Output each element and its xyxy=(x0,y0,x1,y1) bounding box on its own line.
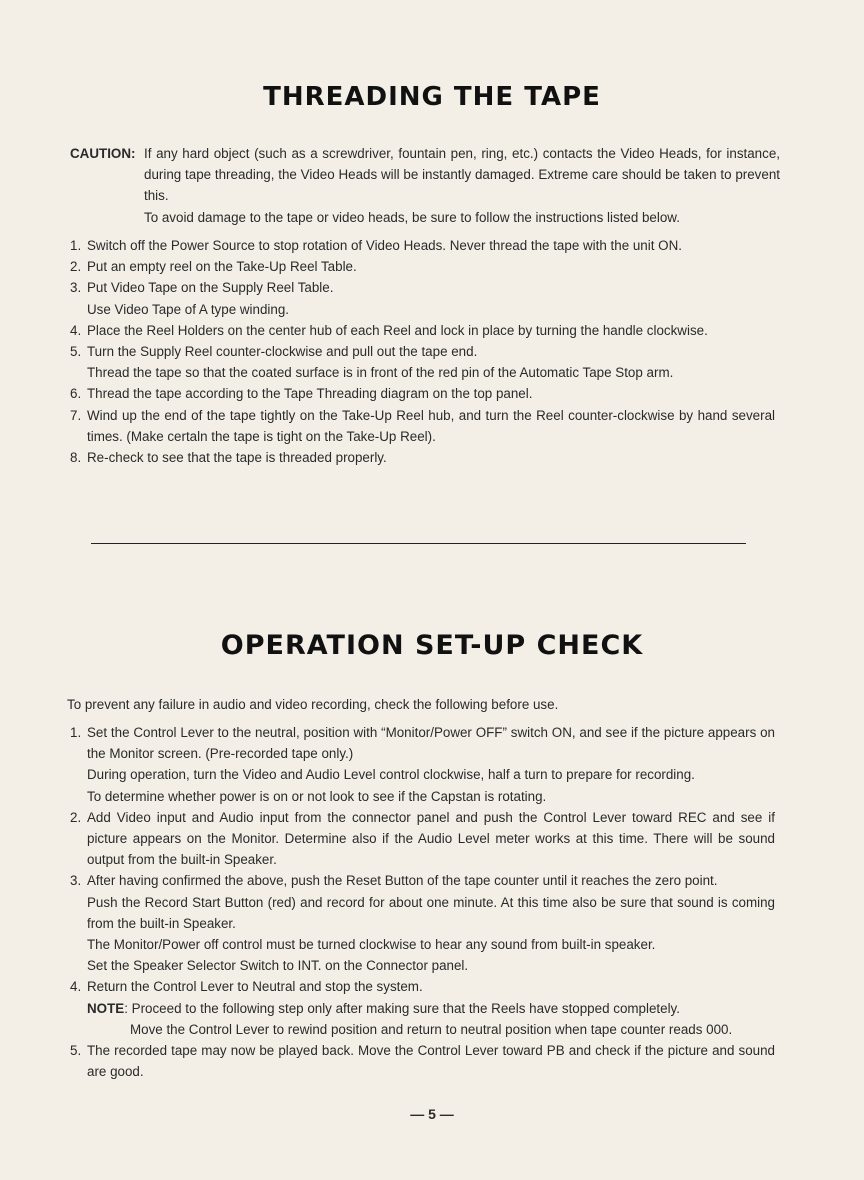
step-text: Set the Speaker Selector Switch to INT. on the Connector panel. xyxy=(87,958,469,974)
step-number: 6. xyxy=(70,386,82,402)
step-number: 3. xyxy=(70,873,82,889)
list-item xyxy=(70,405,775,447)
step-number: 7. xyxy=(70,407,82,423)
step-text: Put an empty reel on the Take-Up Reel Table. xyxy=(87,259,357,275)
list-item xyxy=(70,976,775,1040)
list-item xyxy=(70,1040,775,1082)
step-number: 2. xyxy=(70,809,82,825)
caution-block xyxy=(70,143,780,228)
list-item xyxy=(70,870,775,976)
step-text: Switch off the Power Source to stop rotation of Video Heads. Never thread the tape with the unit ON. xyxy=(87,238,682,253)
list-item xyxy=(70,447,775,468)
step-text: Push the Record Start Button (red) and record for about one minute. At this time also be sure that sound is coming from the built-in Speaker. xyxy=(87,894,775,931)
step-number: 5. xyxy=(70,1043,82,1059)
section-divider xyxy=(91,543,746,544)
section-title-threading: THREADING THE TAPE xyxy=(263,82,601,112)
step-number: 1. xyxy=(70,725,82,740)
list-item xyxy=(70,277,775,319)
step-text: Set the Control Lever to the neutral, position with “Monitor/Power OFF” switch ON, and see if the picture appears on the Monitor screen. (Pre-recorded tape only.) xyxy=(87,725,775,762)
caution-label: CAUTION: xyxy=(70,146,136,161)
step-text: Re-check to see that the tape is threaded properly. xyxy=(87,450,387,466)
list-item xyxy=(70,341,775,383)
list-item xyxy=(70,320,775,341)
setup-steps xyxy=(70,722,775,1082)
step-text: Return the Control Lever to Neutral and stop the system. xyxy=(87,979,423,995)
step-text: After having confirmed the above, push the Reset Button of the tape counter until it reaches the zero point. xyxy=(87,873,718,889)
step-number: 5. xyxy=(70,344,82,360)
step-text: Turn the Supply Reel counter-clockwise and pull out the tape end. xyxy=(87,344,478,360)
note-text: Move the Control Lever to rewind position and return to neutral position when tape counter reads 000. xyxy=(130,1021,733,1037)
step-text: Put Video Tape on the Supply Reel Table. xyxy=(87,280,334,296)
list-item xyxy=(70,235,775,256)
list-item xyxy=(70,383,775,404)
step-text: Thread the tape according to the Tape Threading diagram on the top panel. xyxy=(87,386,533,402)
page-number: — 5 — xyxy=(410,1106,454,1122)
step-text: Wind up the end of the tape tightly on the Take-Up Reel hub, and turn the Reel counter-clockwise by hand several times. (Make certaln the tape is tight on the Take-Up Reel). xyxy=(87,407,775,444)
step-text: The Monitor/Power off control must be turned clockwise to hear any sound from built-in speaker. xyxy=(87,937,656,953)
step-text: Thread the tape so that the coated surface is in front of the red pin of the Automatic Tape Stop arm. xyxy=(87,365,674,381)
step-number: 3. xyxy=(70,280,82,296)
step-number: 4. xyxy=(70,322,82,338)
intro-text: To prevent any failure in audio and video recording, check the following before use. xyxy=(67,697,559,712)
step-number: 2. xyxy=(70,259,82,275)
step-text: Use Video Tape of A type winding. xyxy=(87,301,289,317)
caution-text: If any hard object (such as a screwdriver, fountain pen, ring, etc.) contacts the Video Heads, for instance, during tape threading, the Video Heads will be instantly damaged. Extreme care should be taken to prevent this. xyxy=(144,146,780,204)
step-text: During operation, turn the Video and Audio Level control clockwise, half a turn to prepare for recording. xyxy=(87,767,695,783)
step-text: Place the Reel Holders on the center hub of each Reel and lock in place by turning the handle clockwise. xyxy=(87,322,708,338)
list-item xyxy=(70,256,775,277)
threading-steps xyxy=(70,235,775,468)
step-number: 1. xyxy=(70,238,82,253)
step-text: The recorded tape may now be played back. Move the Control Lever toward PB and check if the picture and sound are good. xyxy=(87,1043,775,1080)
step-text: Add Video input and Audio input from the connector panel and push the Control Lever toward REC and see if picture appears on the Monitor. Determine also if the Audio Level meter works at this time. There will be sound output from the built-in Speaker. xyxy=(87,809,775,868)
step-number: 4. xyxy=(70,979,82,995)
step-number: 8. xyxy=(70,450,82,466)
note-text: : Proceed to the following step only after making sure that the Reels have stopped completely. xyxy=(124,1000,680,1016)
caution-text: To avoid damage to the tape or video heads, be sure to follow the instructions listed below. xyxy=(144,209,680,225)
section-title-setup: OPERATION SET-UP CHECK xyxy=(220,630,644,661)
note-block xyxy=(87,998,775,1019)
list-item xyxy=(70,722,775,807)
step-text: To determine whether power is on or not look to see if the Capstan is rotating. xyxy=(87,788,547,804)
note-label: NOTE xyxy=(87,1000,125,1016)
list-item xyxy=(70,807,775,871)
